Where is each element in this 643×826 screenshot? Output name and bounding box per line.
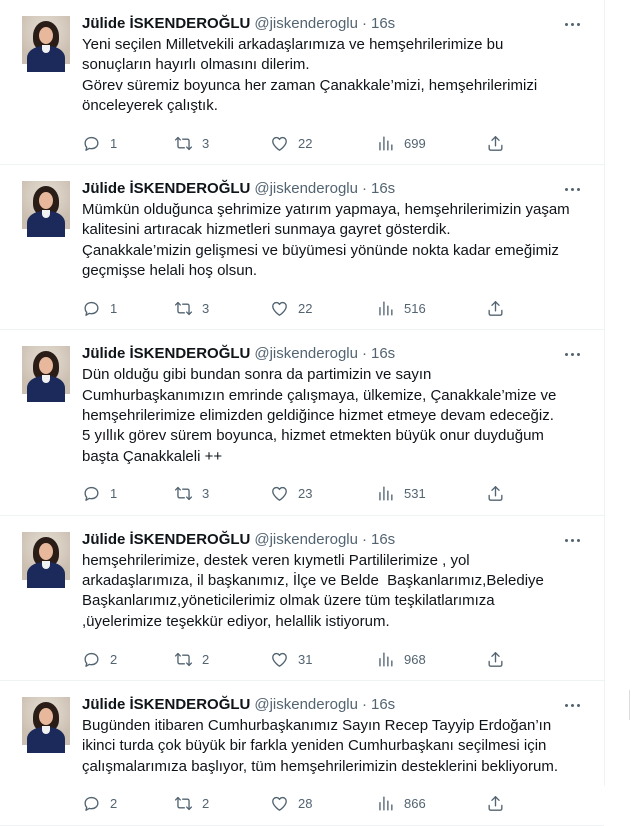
tweet-header	[82, 344, 586, 364]
reply-button[interactable]	[82, 794, 117, 814]
tweet-header	[82, 14, 586, 34]
like-count: 23	[298, 486, 313, 502]
like-count: 31	[298, 651, 313, 667]
separator-dot: ·	[361, 180, 367, 198]
like-button[interactable]	[270, 133, 312, 153]
retweet-icon	[174, 794, 193, 813]
bar-chart-icon	[376, 794, 395, 813]
retweet-icon	[174, 650, 193, 669]
tweet-text: Dün olduğu gibi bundan sonra da partimizin ve sayın Cumhurbaşkanımızın emrinde çalışmaya, ülkemize, Çanakkale’mize ve hemşehrilerimize elimizden geldiğince hizmet etmeye devam edeceğiz. 5 yıllık görev sürem boyunca, hizmet etmekten büyük onur duyduğum başta Çanakkaleli ++	[82, 366, 557, 465]
tweet[interactable]	[0, 516, 604, 681]
tweet-actions	[82, 642, 586, 676]
tweet-actions	[82, 126, 586, 160]
reply-count: 2	[110, 651, 118, 667]
tweet[interactable]	[0, 0, 604, 165]
retweet-count: 2	[202, 651, 210, 667]
tweet-time[interactable]: 16s	[370, 696, 396, 714]
view-count: 699	[404, 135, 426, 151]
author-handle[interactable]: @jiskenderoglu	[254, 696, 358, 714]
speech-bubble-icon	[82, 794, 101, 813]
share-button[interactable]	[486, 133, 505, 153]
reply-count: 2	[110, 796, 118, 812]
like-count: 28	[298, 796, 313, 812]
like-button[interactable]	[270, 484, 312, 504]
like-count: 22	[298, 135, 313, 151]
views-button[interactable]	[376, 649, 426, 669]
author-handle[interactable]: @jiskenderoglu	[254, 15, 358, 32]
retweet-count: 3	[202, 300, 210, 316]
bar-chart-icon	[376, 650, 395, 669]
retweet-icon	[174, 484, 193, 503]
reply-count: 1	[110, 486, 118, 502]
heart-icon	[270, 134, 289, 153]
author-name[interactable]: Jülide İSKENDEROĞLU	[82, 345, 251, 363]
views-button[interactable]	[376, 133, 426, 153]
tweet-time[interactable]: 16s	[370, 345, 396, 363]
views-button[interactable]	[376, 794, 426, 814]
author-name[interactable]: Jülide İSKENDEROĞLU	[82, 15, 251, 32]
retweet-button[interactable]	[174, 298, 209, 318]
author-name[interactable]: Jülide İSKENDEROĞLU	[82, 696, 251, 714]
author-handle[interactable]: @jiskenderoglu	[254, 530, 358, 548]
heart-icon	[270, 650, 289, 669]
retweet-button[interactable]	[174, 649, 209, 669]
speech-bubble-icon	[82, 650, 101, 669]
avatar[interactable]	[22, 16, 70, 64]
tweet[interactable]	[0, 681, 604, 826]
tweet-text: Yeni seçilen Milletvekili arkadaşlarımıza ve hemşehrilerimize bu sonuçların hayırlı olmasını dilerim. Görev süremiz boyunca her zaman Çanakkale’mizi, hemşehrilerimizi önceleyerek çalıştık.	[82, 36, 538, 114]
tweet-text: Bugünden itibaren Cumhurbaşkanımız Sayın Recep Tayyip Erdoğan’ın ikinci turda çok büyük bir farkla yeniden Cumhurbaşkanı seçilmesi için çalışmalarımıza başlıyor, tüm hemşehrilerimizin desteklerini bekliyorum.	[82, 717, 558, 775]
retweet-button[interactable]	[174, 794, 209, 814]
retweet-button[interactable]	[174, 133, 209, 153]
share-upload-icon	[486, 650, 505, 669]
tweet-header	[82, 530, 586, 550]
sidebar-edge-divider	[629, 690, 630, 720]
tweet[interactable]	[0, 330, 604, 515]
share-upload-icon	[486, 484, 505, 503]
tweet-actions	[82, 291, 586, 325]
more-options-icon[interactable]	[562, 14, 582, 34]
tweet-time[interactable]: 16s	[370, 15, 396, 32]
more-options-icon[interactable]	[562, 344, 582, 364]
tweet-time[interactable]: 16s	[370, 530, 396, 548]
view-count: 516	[404, 300, 426, 316]
share-upload-icon	[486, 134, 505, 153]
speech-bubble-icon	[82, 299, 101, 318]
bar-chart-icon	[376, 484, 395, 503]
bar-chart-icon	[376, 134, 395, 153]
tweet-time[interactable]: 16s	[370, 180, 396, 198]
tweet-header	[82, 695, 586, 715]
retweet-count: 3	[202, 135, 210, 151]
author-handle[interactable]: @jiskenderoglu	[254, 345, 358, 363]
speech-bubble-icon	[82, 134, 101, 153]
retweet-button[interactable]	[174, 484, 209, 504]
view-count: 531	[404, 486, 426, 502]
reply-count: 1	[110, 135, 118, 151]
bar-chart-icon	[376, 299, 395, 318]
retweet-icon	[174, 134, 193, 153]
more-options-icon[interactable]	[562, 695, 582, 715]
share-button[interactable]	[486, 794, 505, 814]
separator-dot: ·	[361, 345, 367, 363]
retweet-count: 3	[202, 486, 210, 502]
reply-button[interactable]	[82, 649, 117, 669]
reply-count: 1	[110, 300, 118, 316]
tweet-text: hemşehrilerimize, destek veren kıymetli Partililerimize , yol arkadaşlarımıza, il başkanımız, İlçe ve Belde Başkanlarımız,Belediye Başkanlarımız,yöneticilerimiz olmak üzere tüm teşkilatlarımıza ,üyelerimize teşekkür ediyor, helallik istiyorum.	[82, 551, 544, 630]
tweet-actions	[82, 787, 586, 821]
like-button[interactable]	[270, 649, 312, 669]
view-count: 866	[404, 796, 426, 812]
tweet-actions	[82, 477, 586, 511]
share-button[interactable]	[486, 484, 505, 504]
tweet[interactable]	[0, 165, 604, 330]
tweet-header	[82, 179, 586, 199]
avatar[interactable]	[22, 532, 70, 580]
avatar[interactable]	[22, 181, 70, 229]
author-name[interactable]: Jülide İSKENDEROĞLU	[82, 180, 251, 198]
retweet-count: 2	[202, 796, 210, 812]
separator-dot: ·	[361, 15, 367, 32]
share-button[interactable]	[486, 298, 505, 318]
more-options-icon[interactable]	[562, 530, 582, 550]
heart-icon	[270, 484, 289, 503]
speech-bubble-icon	[82, 484, 101, 503]
tweet-text: Mümkün olduğunca şehrimize yatırım yapmaya, hemşehrilerimizin yaşam kalitesini artıracak hizmetleri sunmaya gayret gösterdik. Çanakkale’mizin gelişmesi ve büyümesi yönünde nokta kadar emeğimiz geçmişse helali hoş olsun.	[82, 201, 570, 280]
views-button[interactable]	[376, 484, 426, 504]
separator-dot: ·	[361, 696, 367, 714]
share-button[interactable]	[486, 649, 505, 669]
separator-dot: ·	[361, 530, 367, 548]
heart-icon	[270, 299, 289, 318]
retweet-icon	[174, 299, 193, 318]
avatar[interactable]	[22, 346, 70, 394]
author-name[interactable]: Jülide İSKENDEROĞLU	[82, 530, 251, 548]
heart-icon	[270, 794, 289, 813]
view-count: 968	[404, 651, 426, 667]
like-button[interactable]	[270, 298, 312, 318]
like-button[interactable]	[270, 794, 312, 814]
author-handle[interactable]: @jiskenderoglu	[254, 180, 358, 198]
reply-button[interactable]	[82, 133, 117, 153]
reply-button[interactable]	[82, 484, 117, 504]
reply-button[interactable]	[82, 298, 117, 318]
share-upload-icon	[486, 794, 505, 813]
like-count: 22	[298, 300, 313, 316]
avatar[interactable]	[22, 697, 70, 745]
views-button[interactable]	[376, 298, 426, 318]
share-upload-icon	[486, 299, 505, 318]
more-options-icon[interactable]	[562, 179, 582, 199]
